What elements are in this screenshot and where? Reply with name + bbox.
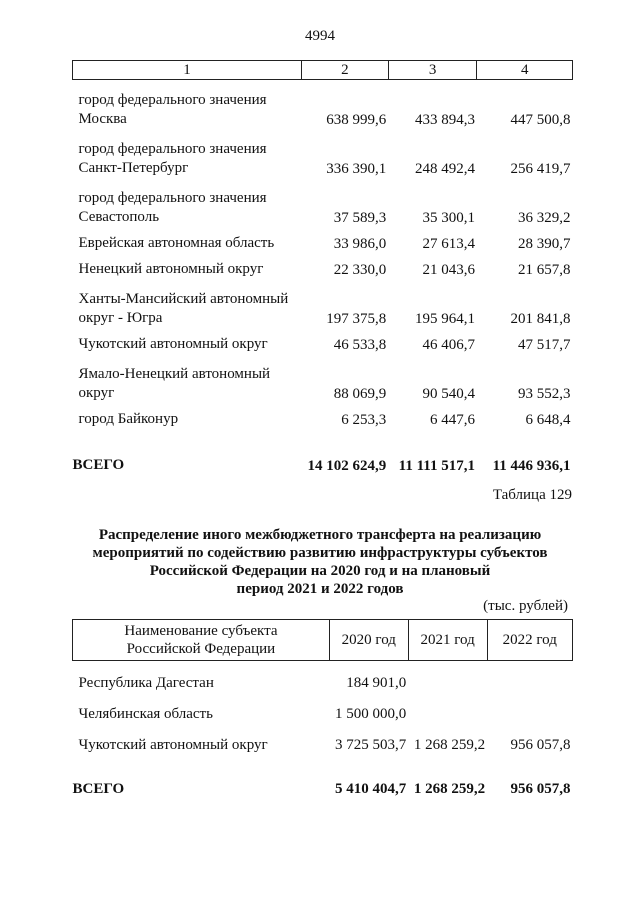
subject-name: Чукотский автономный округ [78,736,268,753]
region-name-line2: Санкт-Петербург [78,159,189,176]
value-2021 [408,692,487,723]
value-2022: 6 648,4 [525,411,571,428]
header-2020: 2020 год [329,620,408,661]
total-label: ВСЕГО [72,456,125,473]
value-2020: 6 253,3 [341,411,387,428]
table-row [73,279,573,328]
total-2021: 11 111 517,1 [398,457,475,474]
caption-line: период 2021 и 2022 годов [236,581,404,597]
value-2020: 33 986,0 [333,235,387,252]
page-number: 4994 [305,28,335,44]
region-name [73,403,302,429]
header-subject-line2: Российской Федерации [126,641,276,657]
value-2022 [487,692,572,723]
column-number-4: 4 [477,61,573,80]
value-2020: 88 069,9 [333,385,387,402]
value-2022: 956 057,8 [510,736,571,753]
subject-name: Республика Дагестан [78,674,214,691]
table-row [73,328,573,354]
value-2020: 46 533,8 [333,336,387,353]
value-2021: 21 043,6 [422,261,475,278]
region-name [73,80,302,129]
table-row [73,129,573,178]
region-name-line1: город федерального значения [78,91,267,108]
value-2020: 184 901,0 [346,674,407,691]
table-row [73,354,573,403]
region-name [73,178,302,227]
total-label: ВСЕГО [72,780,125,797]
region-name-line2: округ [78,384,115,401]
value-2021: 195 964,1 [414,310,475,327]
value-2021: 35 300,1 [422,209,475,226]
region-name [73,354,302,403]
table-header-row [73,620,573,661]
table-row [73,723,573,754]
region-name-line2: Москва [78,110,127,127]
header-2022: 2022 год [487,620,572,661]
column-number-2: 2 [301,61,388,80]
total-2021: 1 268 259,2 [413,780,486,797]
table-row [73,661,573,692]
value-2021: 6 447,6 [429,411,475,428]
column-number-header [73,61,573,80]
value-2022: 21 657,8 [518,261,571,278]
region-name [73,279,302,328]
value-2020: 336 390,1 [326,160,387,177]
value-2021: 27 613,4 [422,235,475,252]
regional-distribution-table-continued [72,60,573,475]
value-2021: 248 492,4 [414,160,475,177]
value-2021: 90 540,4 [422,385,475,402]
table-total-row [73,754,573,798]
value-2022 [487,661,572,692]
value-2020: 3 725 503,7 [334,736,407,753]
infrastructure-transfer-table [72,619,573,798]
table-caption [70,526,570,598]
region-name-line2: округ - Югра [78,309,163,326]
value-2021: 1 268 259,2 [413,736,486,753]
region-name-line1: город федерального значения [78,140,267,157]
table-row [73,80,573,129]
caption-line: Российской Федерации на 2020 год и на плановый [149,563,491,579]
table-row [73,403,573,429]
value-2022: 47 517,7 [518,336,571,353]
column-number-1: 1 [73,61,302,80]
value-2020: 638 999,6 [326,111,387,128]
region-name-line1: Ханты-Мансийский автономный [78,290,289,307]
value-2022: 93 552,3 [518,385,571,402]
value-2020: 197 375,8 [326,310,387,327]
total-2022: 956 057,8 [510,780,571,797]
value-2022: 28 390,7 [518,235,571,252]
value-2020: 37 589,3 [333,209,387,226]
table-label: Таблица 129 [492,487,572,503]
table-row [73,253,573,279]
value-2021 [408,661,487,692]
value-2022: 36 329,2 [518,209,571,226]
header-subject-name [73,620,330,661]
region-name-line2: Севастополь [78,208,160,225]
table-row [73,178,573,227]
region-name-line1: Еврейская автономная область [78,234,275,251]
total-2020: 14 102 624,9 [307,457,387,474]
value-2022: 447 500,8 [510,111,571,128]
region-name-line1: город Байконур [78,410,179,427]
region-name [73,129,302,178]
value-2021: 433 894,3 [414,111,475,128]
table-row [73,692,573,723]
value-2020: 1 500 000,0 [334,705,407,722]
value-2022: 201 841,8 [510,310,571,327]
column-number-3: 3 [388,61,477,80]
caption-line: Распределение иного межбюджетного трансферта на реализацию [98,527,542,543]
table-row [73,227,573,253]
region-name [73,227,302,253]
header-subject-line1: Наименование субъекта [124,623,278,639]
total-2020: 5 410 404,7 [334,780,407,797]
region-name [73,328,302,354]
region-name-line1: Ямало-Ненецкий автономный [78,365,271,382]
region-name-line1: Чукотский автономный округ [78,335,268,352]
subject-name: Челябинская область [78,705,213,722]
caption-line: мероприятий по содействию развитию инфраструктуры субъектов [92,545,548,561]
table-total-row [73,429,573,475]
total-2022: 11 446 936,1 [492,457,571,474]
value-2021: 46 406,7 [422,336,475,353]
value-2022: 256 419,7 [510,160,571,177]
header-2021: 2021 год [408,620,487,661]
region-name-line1: Ненецкий автономный округ [78,260,264,277]
value-2020: 22 330,0 [333,261,387,278]
units-note: (тыс. рублей) [483,598,568,614]
region-name [73,253,302,279]
region-name-line1: город федерального значения [78,189,267,206]
